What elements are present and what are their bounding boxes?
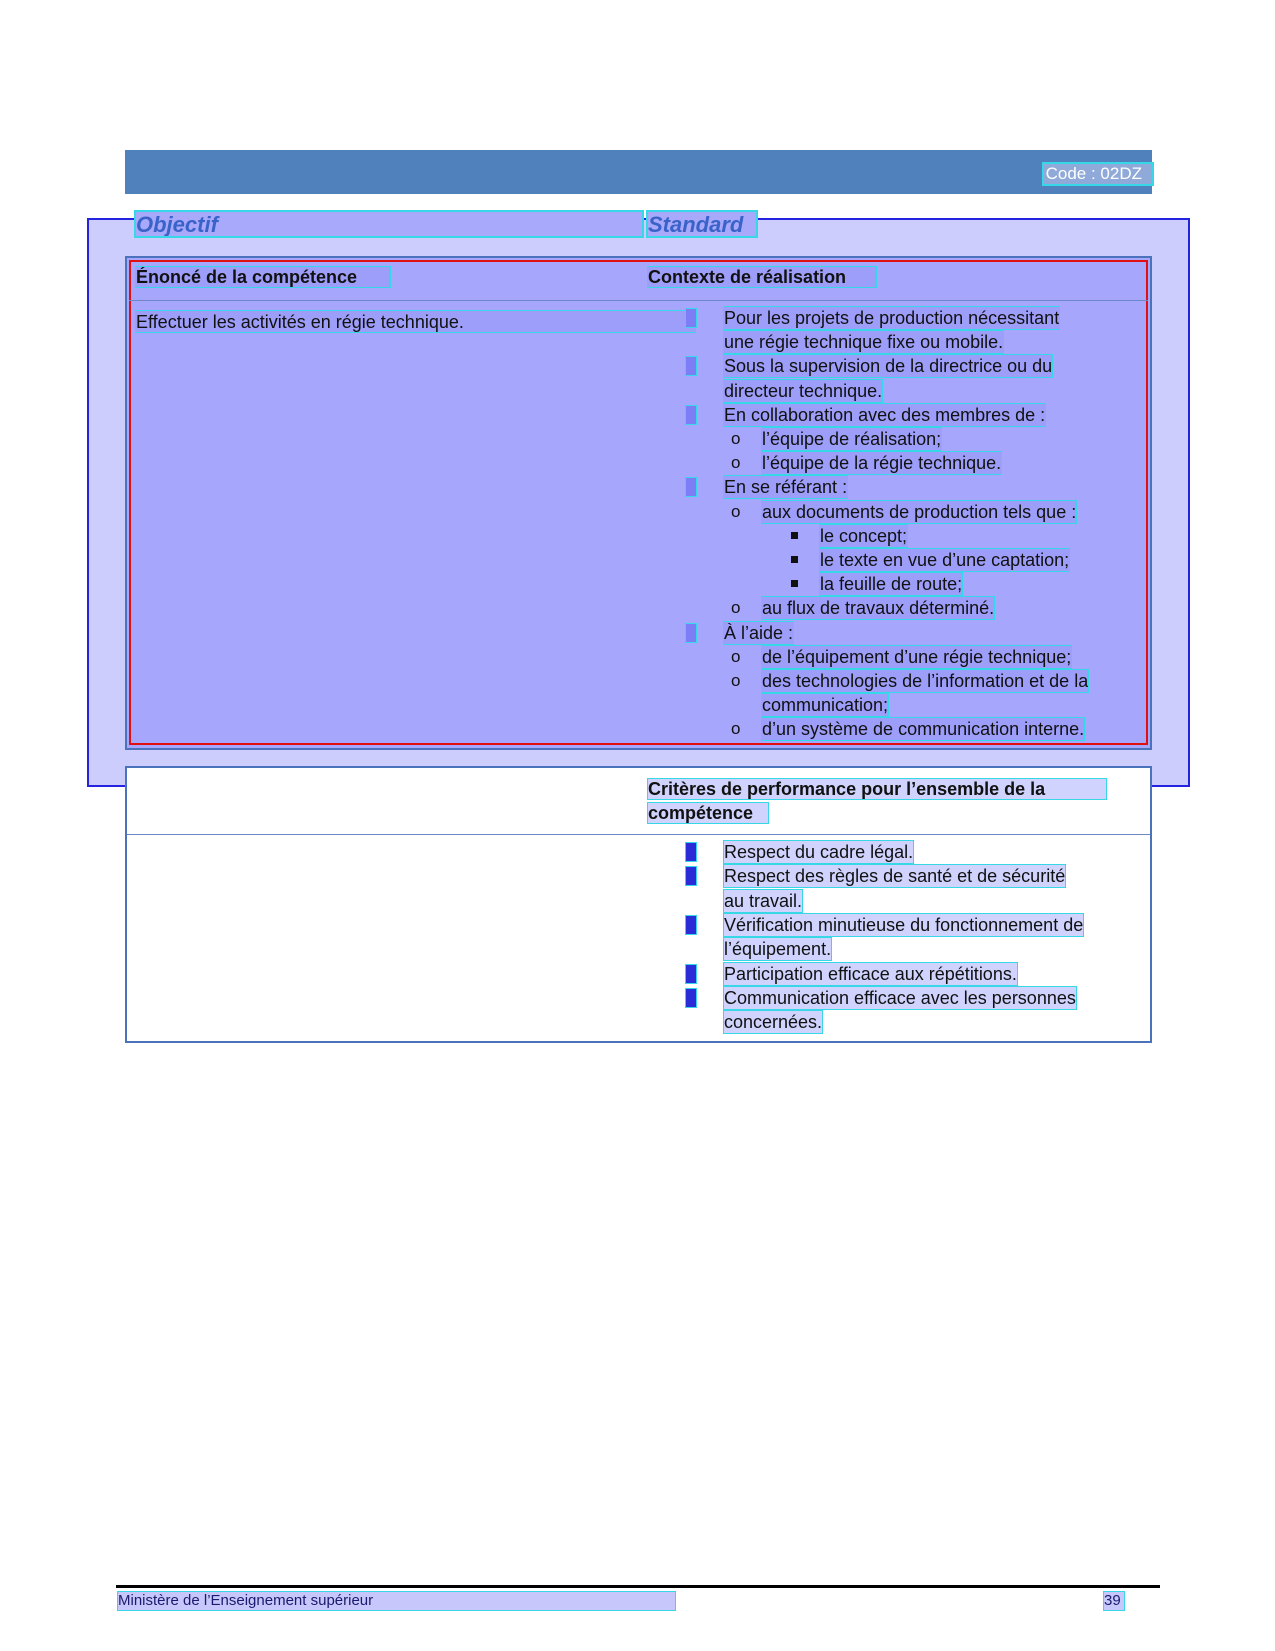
context-item-text: directeur technique.: [724, 380, 883, 401]
criteria-item-text: Communication efficace avec les personnes: [724, 987, 1076, 1008]
context-item-text: Pour les projets de production nécessitant: [724, 308, 1060, 328]
square-bullet-icon: [791, 532, 798, 539]
context-column-header: Contexte de réalisation: [648, 267, 876, 287]
square-bullet-icon: [791, 580, 798, 587]
bullet-marker: [686, 406, 696, 424]
bullet-marker: [686, 965, 696, 983]
criteria-item-text: au travail.: [724, 890, 803, 911]
statement-column-header: Énoncé de la compétence: [136, 267, 390, 287]
context-item-text: la feuille de route;: [820, 574, 963, 595]
standard-heading: Standard: [648, 212, 756, 236]
bullet-marker: [686, 843, 696, 861]
context-item-text: au flux de travaux déterminé.: [762, 598, 995, 619]
footer-ministry: Ministère de l’Enseignement supérieur: [118, 1592, 675, 1610]
context-item-text: le concept;: [820, 525, 908, 546]
competency-code: Code : 02DZ: [1044, 164, 1152, 184]
criteria-item-text: concernées.: [724, 1012, 823, 1033]
circle-bullet-icon: o: [731, 501, 741, 521]
criteria-header-line-1: Critères de performance pour l’ensemble de la: [648, 779, 1106, 799]
context-item-text: des technologies de l’information et de la: [762, 671, 1089, 691]
circle-bullet-icon: o: [731, 598, 741, 618]
criteria-header-divider: [127, 834, 1150, 835]
context-item-text: le texte en vue d’une captation;: [820, 550, 1070, 570]
circle-bullet-icon: o: [731, 646, 741, 666]
competency-statement: Effectuer les activités en régie technique.: [136, 311, 695, 332]
criteria-item-text: Vérification minutieuse du fonctionnement de: [724, 914, 1084, 935]
bullet-marker: [686, 309, 696, 327]
bullet-marker: [686, 357, 696, 375]
objectif-heading: Objectif: [136, 212, 642, 236]
bullet-marker: [686, 624, 696, 642]
bullet-marker: [686, 478, 696, 496]
context-item-text: En se référant :: [724, 477, 848, 498]
context-item-text: de l’équipement d’une régie technique;: [762, 646, 1072, 667]
footer-page-number: 39: [1104, 1592, 1124, 1610]
context-item-text: À l’aide :: [724, 622, 794, 643]
context-item-text: l’équipe de réalisation;: [762, 429, 942, 449]
bullet-marker: [686, 916, 696, 934]
footer-rule: [116, 1585, 1160, 1588]
context-item-text: aux documents de production tels que :: [762, 501, 1077, 522]
criteria-item-text: Respect des règles de santé et de sécurité: [724, 866, 1066, 887]
context-item-text: En collaboration avec des membres de :: [724, 404, 1046, 425]
bullet-marker: [686, 989, 696, 1007]
criteria-item-text: Respect du cadre légal.: [724, 842, 914, 862]
bullet-marker: [686, 867, 696, 885]
square-bullet-icon: [791, 556, 798, 563]
context-header-divider: [129, 300, 1148, 301]
context-item-text: communication;: [762, 695, 889, 716]
context-item-text: l’équipe de la régie technique.: [762, 453, 1002, 474]
circle-bullet-icon: o: [731, 453, 741, 473]
context-item-text: d’un système de communication interne.: [762, 719, 1085, 740]
circle-bullet-icon: o: [731, 719, 741, 739]
circle-bullet-icon: o: [731, 429, 741, 448]
criteria-item-text: l’équipement.: [724, 939, 832, 960]
context-item-text: Sous la supervision de la directrice ou du: [724, 356, 1053, 377]
circle-bullet-icon: o: [731, 671, 741, 690]
criteria-header-line-2: compétence: [648, 803, 768, 823]
code-header-bar: [125, 150, 1152, 194]
criteria-item-text: Participation efficace aux répétitions.: [724, 963, 1017, 984]
context-item-text: une régie technique fixe ou mobile.: [724, 332, 1004, 353]
